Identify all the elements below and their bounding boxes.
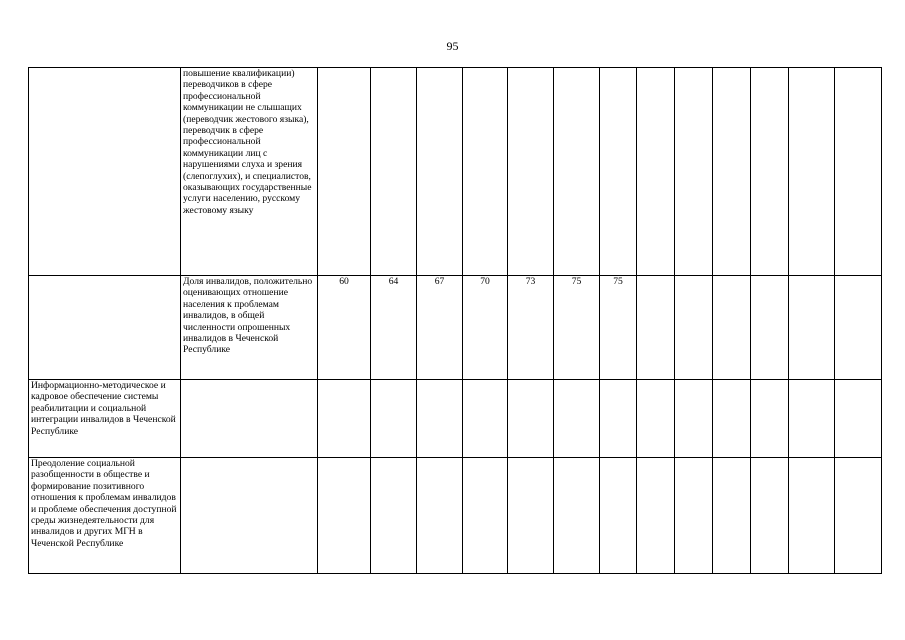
value-cell xyxy=(789,276,835,380)
value-cell: 70 xyxy=(463,276,508,380)
value-cell xyxy=(675,68,713,276)
indicator-table xyxy=(28,67,882,574)
value-cell xyxy=(835,276,882,380)
value-cell xyxy=(463,458,508,574)
value-cell xyxy=(318,68,371,276)
value-cell xyxy=(751,458,789,574)
value-cell: 67 xyxy=(417,276,463,380)
table-row xyxy=(29,276,882,380)
value-cell xyxy=(713,276,751,380)
value-cell xyxy=(318,458,371,574)
value-cell xyxy=(554,68,600,276)
value-cell xyxy=(675,276,713,380)
value-cell xyxy=(675,458,713,574)
row-indicator-cell xyxy=(181,458,318,574)
row-indicator-cell xyxy=(181,380,318,458)
page-number: 95 xyxy=(446,39,459,53)
table-row xyxy=(29,68,882,276)
value-cell xyxy=(637,380,675,458)
value-cell: 64 xyxy=(371,276,417,380)
value-cell xyxy=(637,68,675,276)
row-indicator-cell: повышение квалификации) переводчиков в сфере профессиональной коммуникации не слышащих (переводчик жестового языка), переводчик в сфере профессиональной коммуникации лиц с нарушениями слуха и зрения (слепоглухих), и специалистов, оказывающих государственные услуги населению, русскому жестовому языку xyxy=(181,68,318,276)
value-cell xyxy=(789,68,835,276)
row-section-cell xyxy=(29,276,181,380)
row-indicator-cell: Доля инвалидов, положительно оценивающих отношение населения к проблемам инвалидов, в общей численности опрошенных инвалидов в Чеченской Республике xyxy=(181,276,318,380)
value-cell xyxy=(508,68,554,276)
value-cell xyxy=(600,458,637,574)
value-cell xyxy=(789,458,835,574)
value-cell xyxy=(463,380,508,458)
table-row xyxy=(29,458,882,574)
row-section-cell: Преодоление социальной разобщенности в обществе и формирование позитивного отношения к проблемам инвалидов и проблеме обеспечения доступной среды жизнедеятельности для инвалидов и других МГН в Чеченской Республике xyxy=(29,458,181,574)
value-cell: 75 xyxy=(600,276,637,380)
value-cell xyxy=(789,380,835,458)
value-cell: 75 xyxy=(554,276,600,380)
value-cell xyxy=(463,68,508,276)
value-cell: 73 xyxy=(508,276,554,380)
value-cell xyxy=(675,380,713,458)
value-cell xyxy=(835,380,882,458)
value-cell xyxy=(508,458,554,574)
value-cell xyxy=(751,68,789,276)
row-section-cell xyxy=(29,68,181,276)
value-cell xyxy=(371,458,417,574)
value-cell xyxy=(637,276,675,380)
value-cell xyxy=(371,68,417,276)
value-cell xyxy=(554,380,600,458)
value-cell xyxy=(371,380,417,458)
value-cell xyxy=(835,458,882,574)
value-cell xyxy=(508,380,554,458)
value-cell xyxy=(417,380,463,458)
value-cell xyxy=(637,458,675,574)
value-cell xyxy=(318,380,371,458)
value-cell xyxy=(713,380,751,458)
value-cell xyxy=(713,458,751,574)
value-cell xyxy=(835,68,882,276)
row-section-cell: Информационно-методическое и кадровое обеспечение системы реабилитации и социальной интеграции инвалидов в Чеченской Республике xyxy=(29,380,181,458)
value-cell xyxy=(600,68,637,276)
value-cell: 60 xyxy=(318,276,371,380)
value-cell xyxy=(751,276,789,380)
value-cell xyxy=(417,68,463,276)
value-cell xyxy=(751,380,789,458)
value-cell xyxy=(554,458,600,574)
value-cell xyxy=(417,458,463,574)
value-cell xyxy=(600,380,637,458)
table-row xyxy=(29,380,882,458)
value-cell xyxy=(713,68,751,276)
